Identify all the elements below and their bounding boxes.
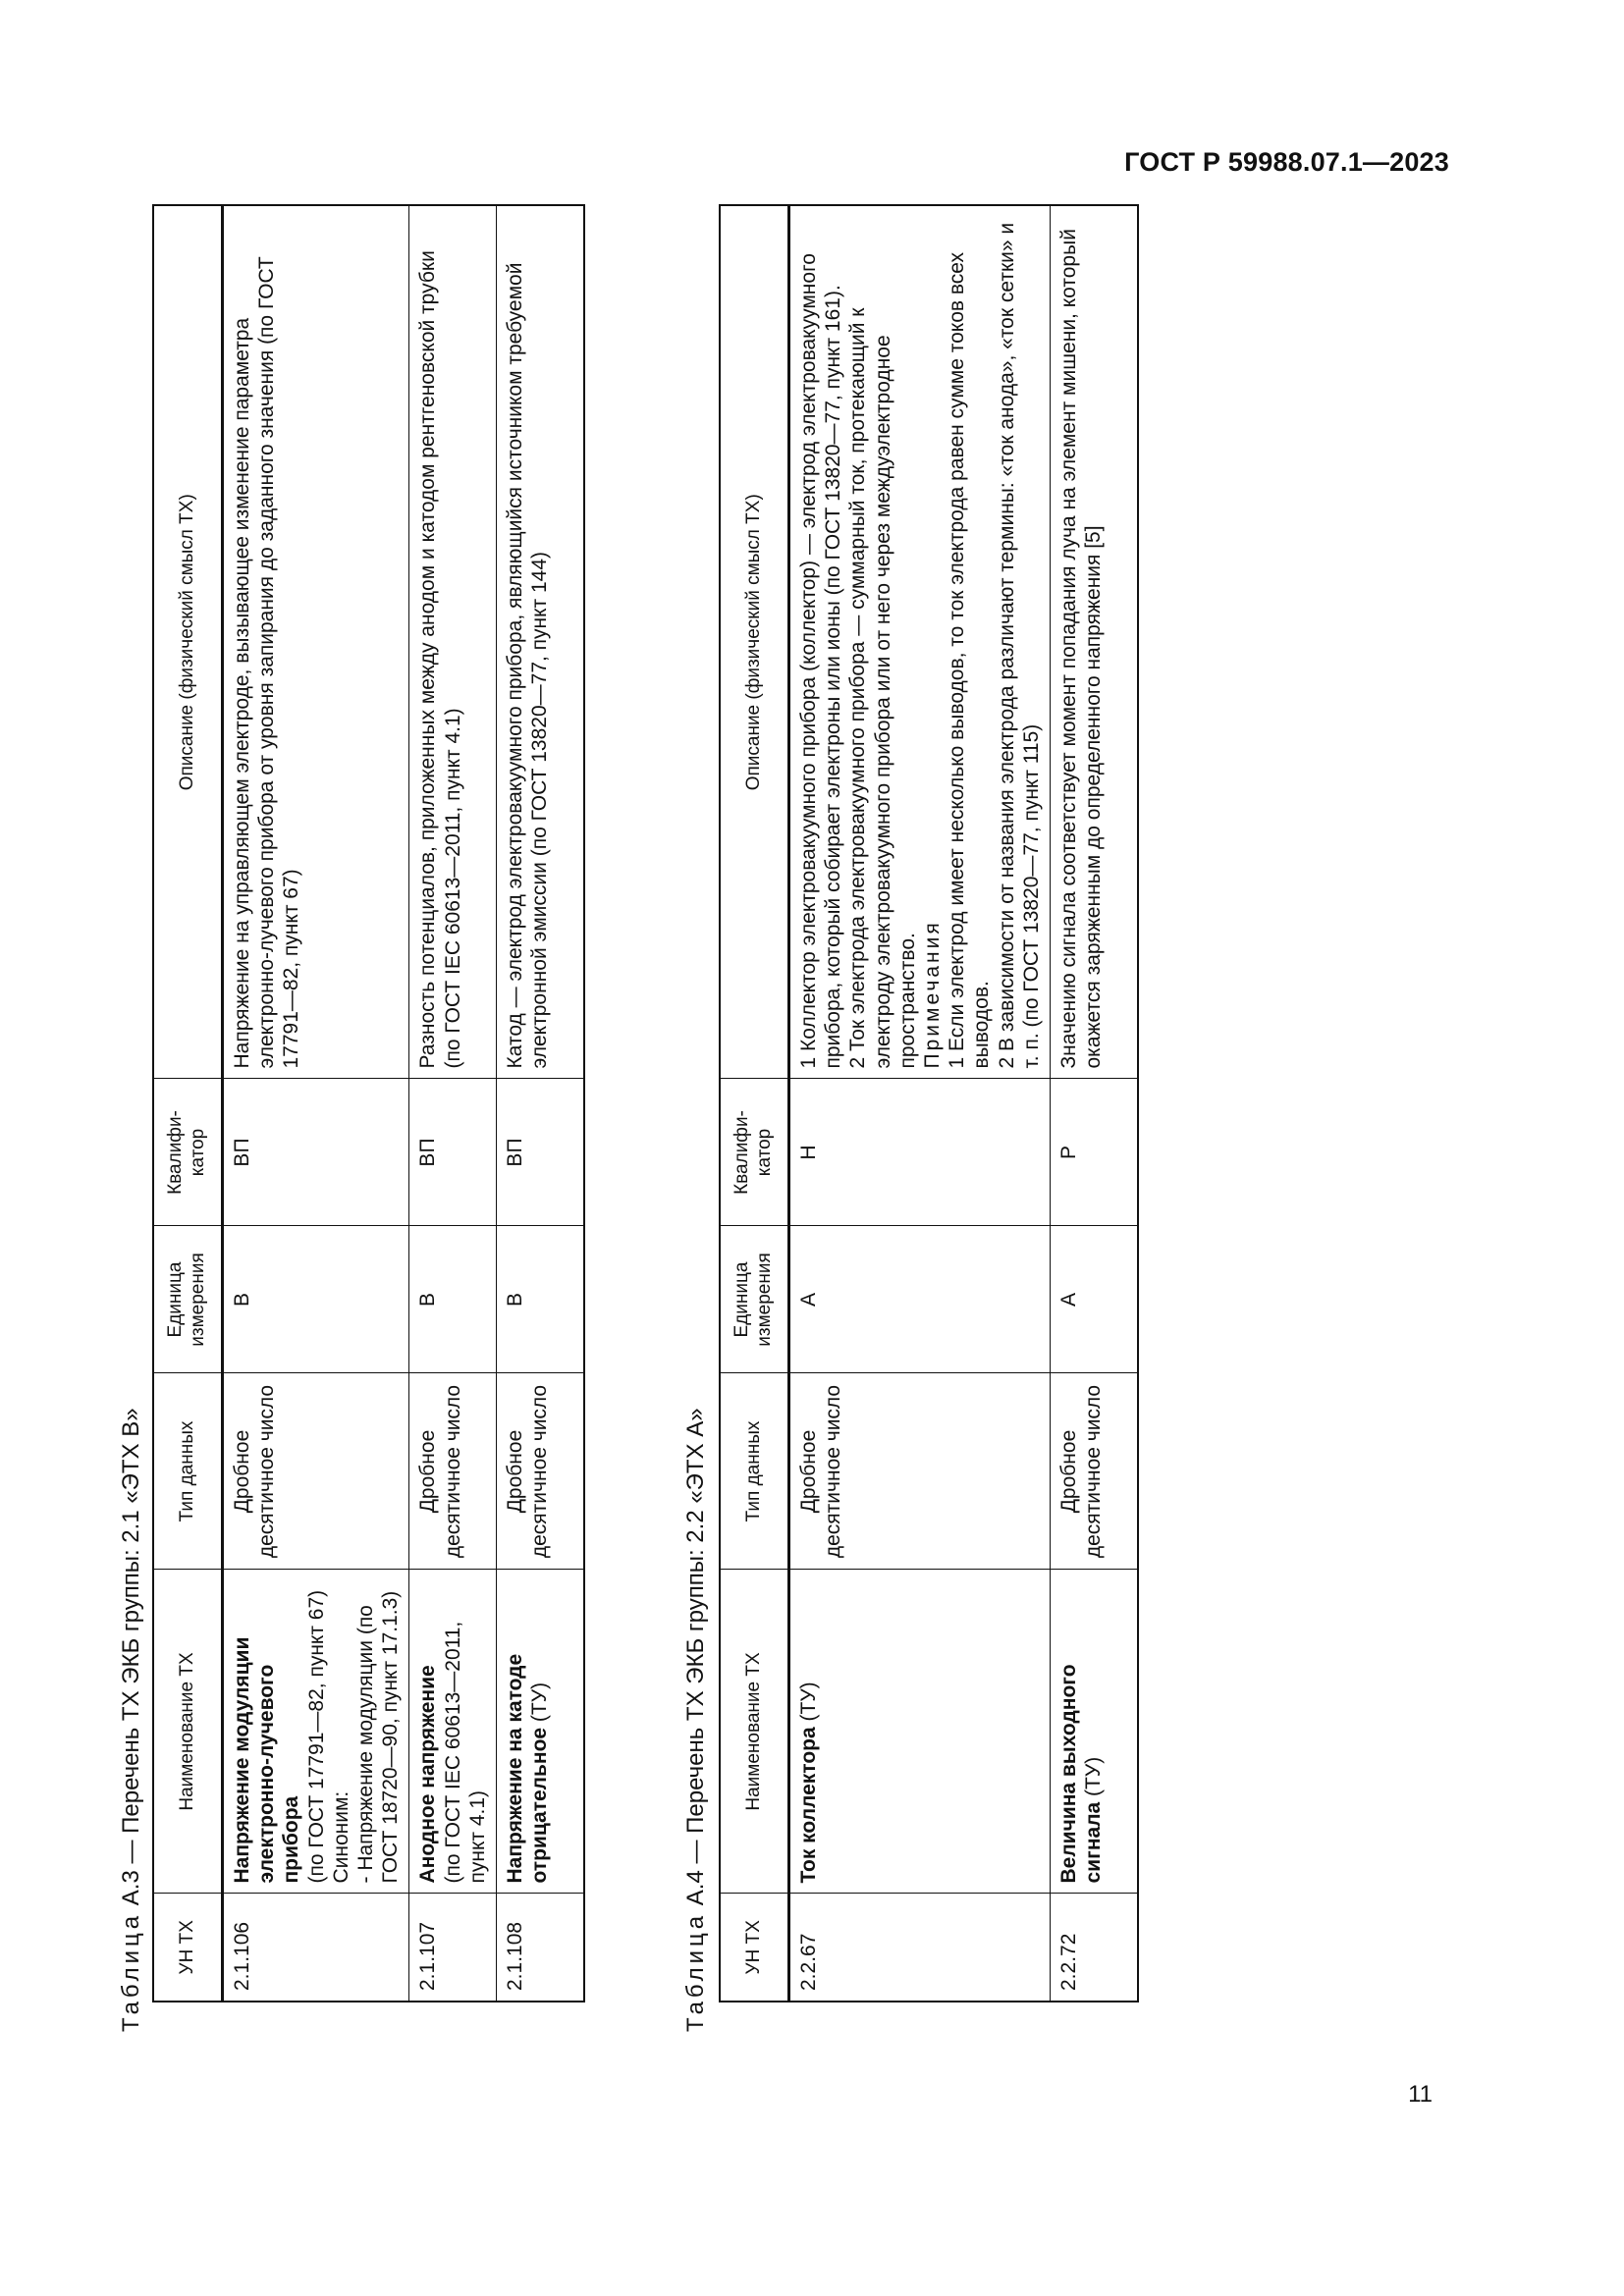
table-row (789, 205, 1051, 2002)
note-1: 1 Если электрод имеет несколько выводов, то ток электрода равен сумме токов всех выводов. (946, 252, 994, 1069)
cell-type: Дробное десятичное число (496, 1373, 584, 1570)
cell-code: 2.1.108 (496, 1894, 584, 2002)
cell-type: Дробное десятичное число (409, 1373, 497, 1570)
name-ref: (по ГОСТ IEC 60613—2011, пункт 4.1) (441, 1621, 489, 1884)
table-row (223, 205, 409, 2002)
col-header-type: Тип данных (720, 1373, 789, 1570)
rotated-page-content (108, 69, 1286, 2032)
col-header-qualifier: Квалифи-катор (720, 1079, 789, 1226)
cell-name (789, 1570, 1051, 1894)
cell-unit: В (223, 1226, 409, 1373)
table-header-row (153, 205, 223, 2002)
cell-description: Катод — электрод электровакуумного прибора, являющийся источником требуемой электронной эмиссии (по ГОСТ 13820—77, пункт 144) (496, 205, 584, 1079)
cell-code: 2.1.107 (409, 1894, 497, 2002)
caption-title: А.4 — Перечень ТХ ЭКБ группы: 2.2 «ЭТХ А» (682, 1408, 709, 1912)
cell-type: Дробное десятичное число (1050, 1373, 1138, 1570)
cell-code: 2.1.106 (223, 1894, 409, 2002)
col-header-description: Описание (физический смысл ТХ) (153, 205, 223, 1079)
cell-name (496, 1570, 584, 1894)
name-ref: (по ГОСТ 17791—82, пункт 67) (304, 1589, 328, 1884)
cell-description (789, 205, 1051, 1079)
caption-prefix: Таблица (682, 1911, 709, 2032)
table-row (1050, 205, 1138, 2002)
cell-code: 2.2.67 (789, 1894, 1051, 2002)
page-number: 11 (1408, 2081, 1433, 2108)
cell-qualifier: Н (789, 1079, 1051, 1226)
cell-unit: А (1050, 1226, 1138, 1373)
name-synonym: - Напряжение модуляции (по ГОСТ 18720—90, пункт 17.1.3) (353, 1590, 403, 1884)
cell-description: Напряжение на управляющем электроде, вызывающее изменение параметра электронно-лучевого прибора от уровня запирания до заданного значения (по ГОСТ 17791—82, пункт 67) (223, 205, 409, 1079)
cell-name (223, 1570, 409, 1894)
col-header-code: УН ТХ (720, 1894, 789, 2002)
cell-qualifier: ВП (223, 1079, 409, 1226)
cell-qualifier: Р (1050, 1079, 1138, 1226)
col-header-code: УН ТХ (153, 1894, 223, 2002)
table-row (496, 205, 584, 2002)
caption-title: А.3 — Перечень ТХ ЭКБ группы: 2.1 «ЭТХ В» (118, 1408, 144, 1912)
table-a3 (152, 204, 585, 2002)
table-header-row (720, 205, 789, 2002)
col-header-qualifier: Квалифи-катор (153, 1079, 223, 1226)
cell-qualifier: ВП (409, 1079, 497, 1226)
col-header-type: Тип данных (153, 1373, 223, 1570)
table-a4 (719, 204, 1139, 2002)
name-main: Напряжение модуляции электронно-лучевого прибора (231, 1636, 303, 1884)
name-main: Величина выходного сигнала (1056, 1664, 1106, 1884)
notes-heading: Примечания (920, 920, 944, 1069)
table-a4-caption (684, 1408, 708, 2032)
cell-name (409, 1570, 497, 1894)
cell-unit: В (409, 1226, 497, 1373)
cell-type: Дробное десятичное число (789, 1373, 1051, 1570)
name-main: Ток коллектора (797, 1727, 820, 1884)
cell-description: Разность потенциалов, приложенных между анодом и катодом рентгеновской трубки (по ГОСТ IEC 60613—2011, пункт 4.1) (409, 205, 497, 1079)
cell-unit: В (496, 1226, 584, 1373)
table-a3-caption (120, 1408, 143, 2032)
description-item-collector: 1 Коллектор электровакуумного прибора (коллектор) — электрод электровакуумного прибора, который собирает электроны или ионы (по ГОСТ 13820—77, пункт 161). (797, 253, 845, 1069)
name-ref: (ТУ) (1082, 1756, 1106, 1796)
cell-code: 2.2.72 (1050, 1894, 1138, 2002)
note-2: 2 В зависимости от названия электрода различают термины: «ток анода», «ток сетки» и т. п. (по ГОСТ 13820—77, пункт 115) (995, 222, 1043, 1069)
cell-name (1050, 1570, 1138, 1894)
caption-prefix: Таблица (118, 1911, 144, 2032)
col-header-unit: Единица измерения (720, 1226, 789, 1373)
col-header-description: Описание (физический смысл ТХ) (720, 205, 789, 1079)
name-main: Анодное напряжение (416, 1665, 440, 1884)
name-synonym-label: Синоним: (329, 1790, 352, 1884)
col-header-name: Наименование ТХ (153, 1570, 223, 1894)
cell-qualifier: ВП (496, 1079, 584, 1226)
name-ref: (ТУ) (797, 1682, 820, 1722)
col-header-unit: Единица измерения (153, 1226, 223, 1373)
col-header-name: Наименование ТХ (720, 1570, 789, 1894)
cell-unit: А (789, 1226, 1051, 1373)
name-ref: (ТУ) (528, 1682, 552, 1723)
cell-description: Значению сигнала соответствует момент попадания луча на элемент мишени, который окажется заряженным до определенного напряжения [5] (1050, 205, 1138, 1079)
description-item-current: 2 Ток электрода электровакуумного прибора — суммарный ток, протекающий к электроду электровакуумного прибора или от него через междуэлектродное пространство. (846, 307, 919, 1069)
cell-type: Дробное десятичное число (223, 1373, 409, 1570)
name-main: Напряжение на катоде отрицательное (503, 1653, 552, 1884)
table-row (409, 205, 497, 2002)
standard-designation: ГОСТ Р 59988.07.1—2023 (1124, 147, 1449, 177)
